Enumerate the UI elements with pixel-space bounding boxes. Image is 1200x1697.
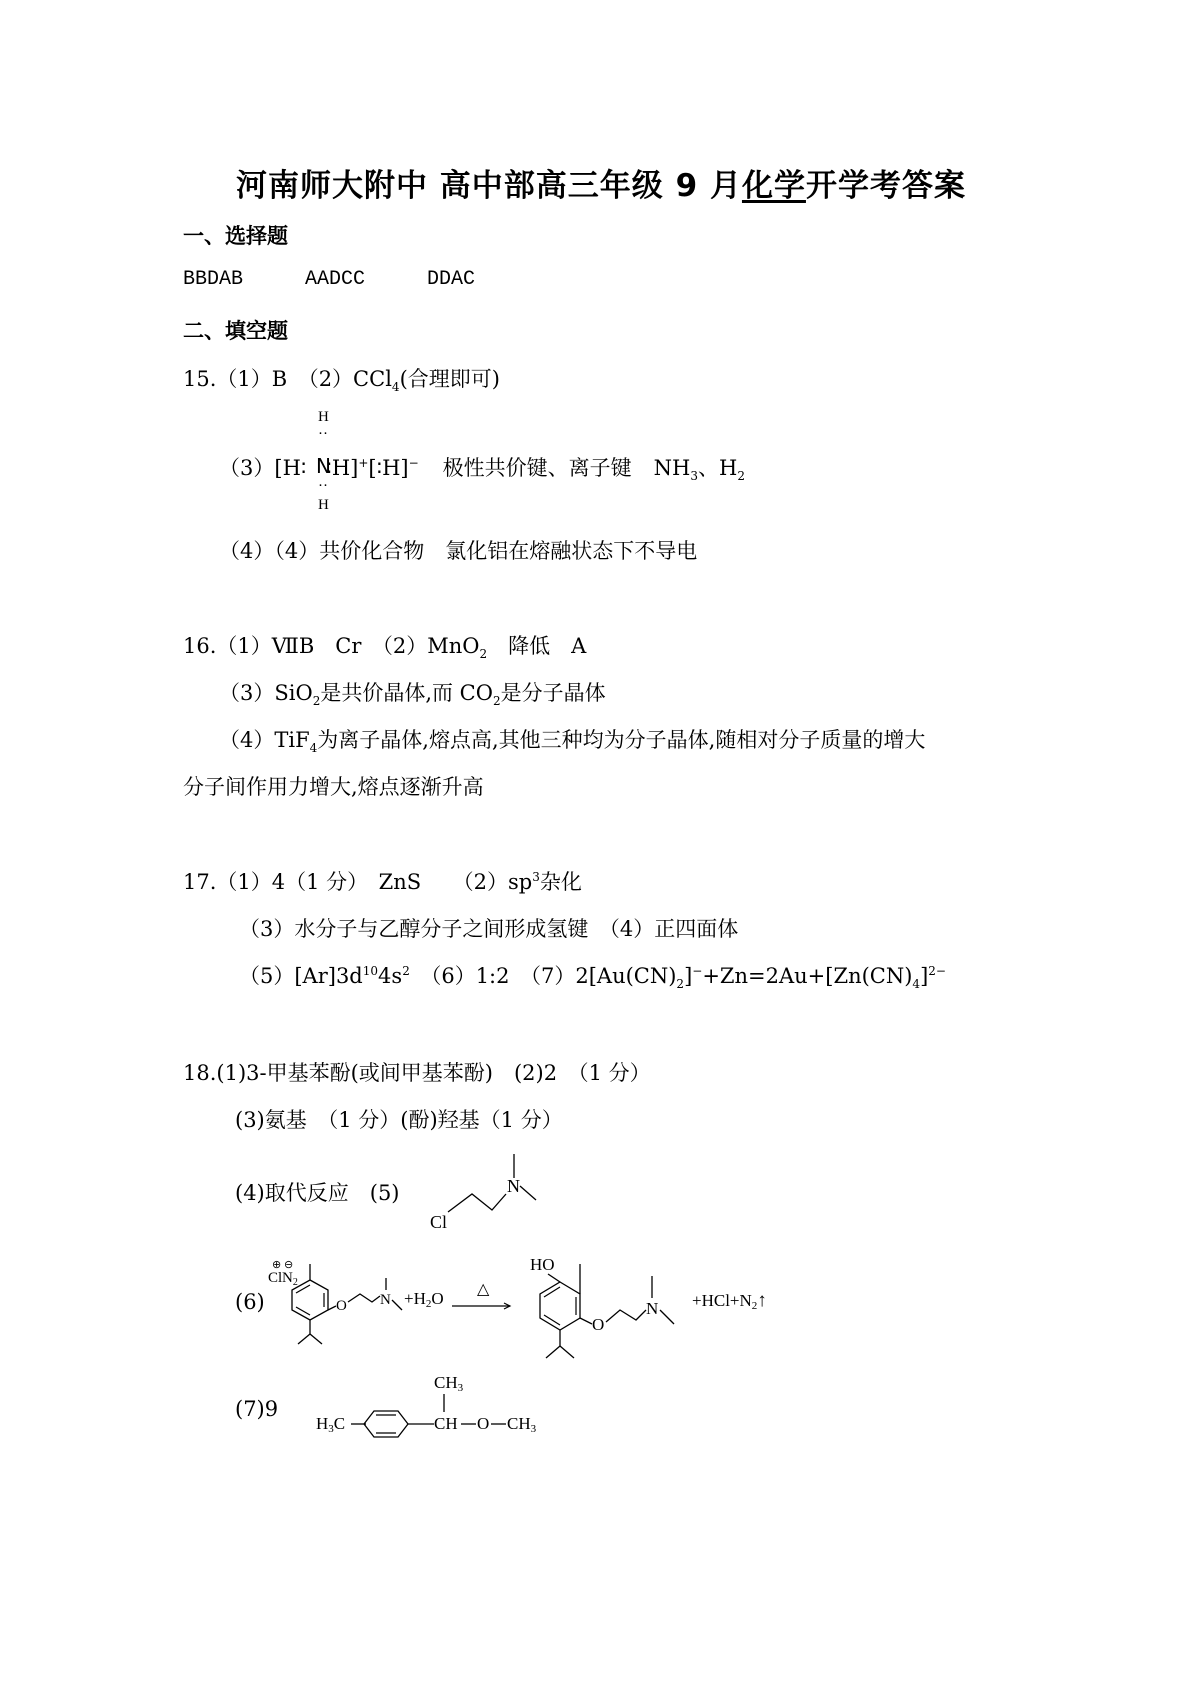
reactant-isopropyl-3	[310, 1334, 322, 1344]
byproducts: +HCl+N2↑	[692, 1290, 767, 1312]
diazonium-minus-charge: ⊖	[284, 1259, 294, 1271]
q16-line4: （4）TiF$_4$为离子晶体,熔点高,其他三种均为分子晶体,随相对分子质量的增大	[219, 728, 926, 756]
reaction-6	[262, 1248, 842, 1368]
product-ring-inner-1	[544, 1287, 560, 1297]
q16-line1: 16.（1）ⅦB Cr （2）MnO$_2$ 降低 A	[183, 634, 587, 662]
structure-5-chain	[448, 1194, 506, 1212]
structure-5	[430, 1142, 540, 1232]
reactant-n: N	[380, 1292, 391, 1308]
structure-7-o: O	[477, 1414, 490, 1433]
mcq-answer-3: DDAC	[427, 268, 476, 291]
reactant-isopropyl-2	[298, 1334, 310, 1344]
q18-line1: 18.(1)3-甲基苯酚(或间甲基苯酚) (2)2 （1 分）	[183, 1061, 651, 1085]
diazonium-n2: $N_2$	[282, 1270, 298, 1288]
q18-line3: (3)氨基 （1 分）(酚)羟基（1 分）	[235, 1108, 563, 1132]
structure-7	[316, 1366, 576, 1442]
product-oh-bond	[548, 1274, 560, 1282]
q16-line3: （3）SiO$_2$是共价晶体,而 $CO_2$是分子晶体	[219, 681, 606, 709]
diazonium-cl: Cl	[268, 1270, 283, 1286]
title-part2: 化学	[741, 168, 806, 204]
q17-line5: $(5)[Ar]3d^{10}4s^2$ （6）1:2 $(7)2[Au(CN)_2]^-+Zn=2Au+[Zn(CN)_4]^{2-}$	[239, 964, 946, 992]
structure-5-n: N	[507, 1176, 520, 1196]
product-isopropyl-3	[560, 1346, 574, 1358]
section2-heading: 二、填空题	[183, 319, 288, 343]
ammonium-h-top: H	[318, 409, 329, 425]
water-plus: +H2O	[404, 1289, 444, 1310]
q17-line1: 17.（1）4（1 分） ZnS $(2)sp^3$杂化	[183, 870, 582, 894]
q17-line3: （3）水分子与乙醇分子之间形成氢键 （4）正四面体	[239, 917, 739, 941]
diazonium-plus-charge: ⊕	[272, 1259, 282, 1271]
q15-line4: （4）（4）共价化合物 氯化铝在熔融状态下不导电	[219, 539, 698, 563]
q18-line4: (4)取代反应 (5)	[235, 1181, 400, 1205]
ammonium-h-bottom: H	[318, 497, 329, 513]
q17-number: 17.	[183, 870, 217, 894]
product-n: N	[646, 1299, 659, 1318]
product-chain	[606, 1310, 646, 1322]
ammonium-dots-bottom: ··	[318, 478, 328, 494]
product-ho: HO	[530, 1255, 555, 1274]
title-part1: 河南师大附中 高中部高三年级 9 月	[236, 168, 742, 204]
structure-7-h3c: H3C	[316, 1414, 346, 1435]
structure-7-ch3-top: CH3	[434, 1373, 464, 1394]
q18-line7-label: (7)9	[235, 1397, 279, 1421]
reactant-chain	[348, 1294, 380, 1302]
section1-heading: 一、选择题	[183, 224, 288, 248]
product-isopropyl-2	[546, 1346, 560, 1358]
reactant-ether-bond	[328, 1306, 336, 1310]
q16-number: 16.	[183, 634, 217, 658]
heat-symbol: △	[477, 1281, 490, 1298]
q15-line1: 15.（1）B （2）CCl$_4$(合理即可)	[183, 367, 500, 395]
ammonium-n: N	[316, 454, 331, 478]
q15-number: 15.	[183, 367, 217, 391]
product-ring-inner-3	[544, 1315, 560, 1325]
mcq-answer-2: AADCC	[305, 268, 366, 291]
product-ether-o: O	[592, 1315, 605, 1334]
structure-5-n-methyl-right	[520, 1186, 536, 1200]
title-part3: 开学考答案	[805, 168, 966, 204]
product-ether-bond	[580, 1318, 592, 1324]
structure-5-cl: Cl	[430, 1212, 448, 1232]
bond-type: 极性共价键、离子键	[442, 456, 632, 480]
structure-7-ch3: CH3	[507, 1414, 537, 1435]
product-ring	[540, 1282, 580, 1330]
mcq-answer-1: BBDAB	[183, 268, 244, 291]
reactant-ether-o: O	[336, 1298, 347, 1314]
page-title	[236, 160, 966, 205]
q15-line3: （3）[H∶ ∶H]+[∶H]− 极性共价键、离子键 $NH_3$、$H_2$	[219, 456, 745, 484]
q18-line6-label: (6)	[235, 1290, 265, 1314]
product-n-methyl-right	[660, 1310, 674, 1324]
ammonium-dots-top: ··	[318, 426, 328, 442]
reactant-n-methyl-right	[392, 1300, 402, 1310]
q16-line4-cont: 分子间作用力增大,熔点逐渐升高	[183, 775, 484, 799]
structure-7-ch: CH	[434, 1414, 458, 1433]
q18-number: 18.	[183, 1061, 217, 1085]
